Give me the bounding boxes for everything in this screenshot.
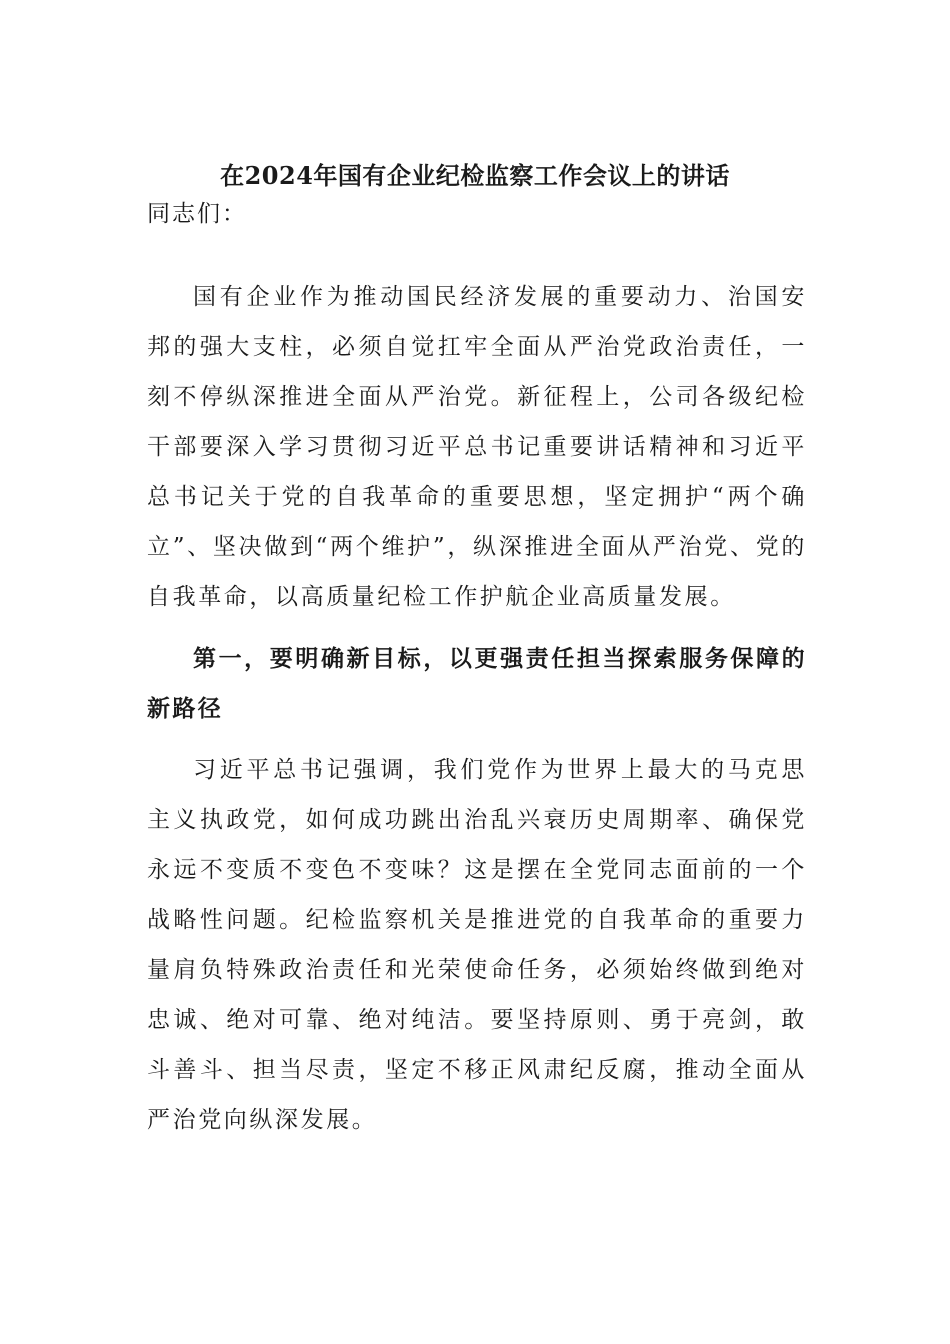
paragraph-intro: 国有企业作为推动国民经济发展的重要动力、治国安邦的强大支柱，必须自觉扛牢全面从严治党政治责任，一刻不停纵深推进全面从严治党。新征程上，公司各级纪检干部要深入学习贯彻习近平总书记重要讲话精神和习近平总书记关于党的自我革命的重要思想，坚定拥护“两个确立”、坚决做到“两个维护”，纵深推进全面从严治党、党的自我革命，以高质量纪检工作护航企业高质量发展。: [147, 284, 807, 610]
document-title: 在2024年国有企业纪检监察工作会议上的讲话: [220, 161, 730, 190]
paragraph-section-1: 习近平总书记强调，我们党作为世界上最大的马克思主义执政党，如何成功跳出治乱兴衰历史周期率、确保党永远不变质不变色不变味？这是摆在全党同志面前的一个战略性问题。纪检监察机关是推进党的自我革命的重要力量肩负特殊政治责任和光荣使命任务，必须始终做到绝对忠诚、绝对可靠、绝对纯洁。要坚持原则、勇于亮剑，敢斗善斗、担当尽责，坚定不移正风肃纪反腐，推动全面从严治党向纵深发展。: [147, 757, 807, 1133]
salutation: 同志们：: [147, 201, 247, 227]
section-heading-1: 第一，要明确新目标，以更强责任担当探索服务保障的新路径: [147, 645, 807, 722]
